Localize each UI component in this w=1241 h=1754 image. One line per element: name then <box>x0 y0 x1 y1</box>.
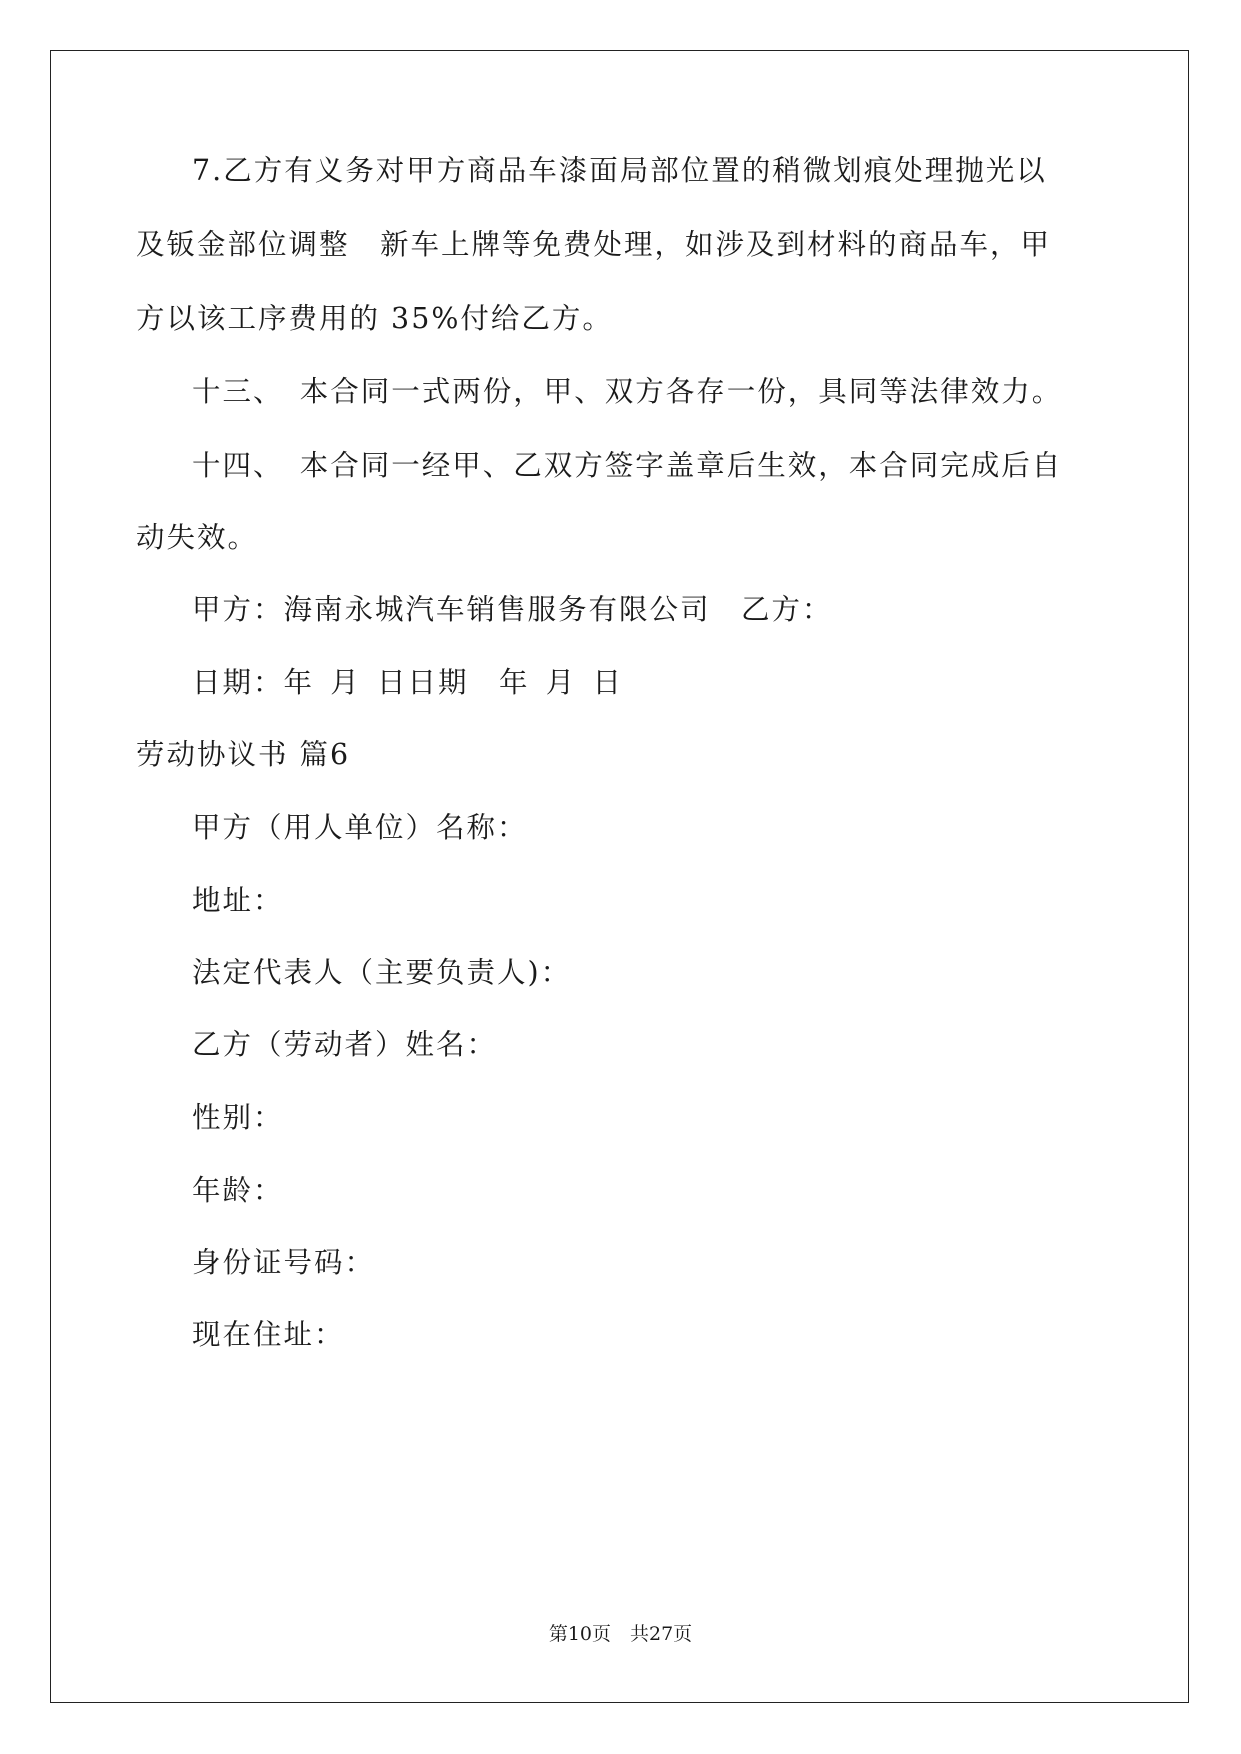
field-employer-name: 甲方（用人单位）名称： <box>192 811 528 844</box>
date-line: 日期：年 月 日日期 年 月 日 <box>192 666 624 699</box>
clause-7-line-3: 方以该工序费用的 35%付给乙方。 <box>136 302 613 335</box>
signature-line: 甲方：海南永城汽车销售服务有限公司 乙方： <box>192 593 833 626</box>
page-number-footer: 第10页 共27页 <box>548 1623 693 1645</box>
field-age: 年龄： <box>192 1174 284 1207</box>
field-gender: 性别： <box>192 1101 284 1134</box>
clause-14-line-1: 十四、 本合同一经甲、乙双方签字盖章后生效，本合同完成后自 <box>192 449 1063 482</box>
field-id-number: 身份证号码： <box>192 1246 376 1279</box>
clause-13: 十三、 本合同一式两份，甲、双方各存一份，具同等法律效力。 <box>192 375 1063 408</box>
field-employee-name: 乙方（劳动者）姓名： <box>192 1028 498 1061</box>
field-current-address: 现在住址： <box>192 1318 345 1351</box>
field-address: 地址： <box>192 884 284 917</box>
clause-7-line-1: 7.乙方有义务对甲方商品车漆面局部位置的稍微划痕处理抛光以 <box>192 154 1047 187</box>
clause-14-line-2: 动失效。 <box>136 521 259 554</box>
section-title: 劳动协议书 篇6 <box>136 738 351 771</box>
clause-7-line-2: 及钣金部位调整 新车上牌等免费处理，如涉及到材料的商品车，甲 <box>136 228 1052 261</box>
field-legal-representative: 法定代表人（主要负责人)： <box>192 956 572 989</box>
page-border <box>50 50 1189 1703</box>
